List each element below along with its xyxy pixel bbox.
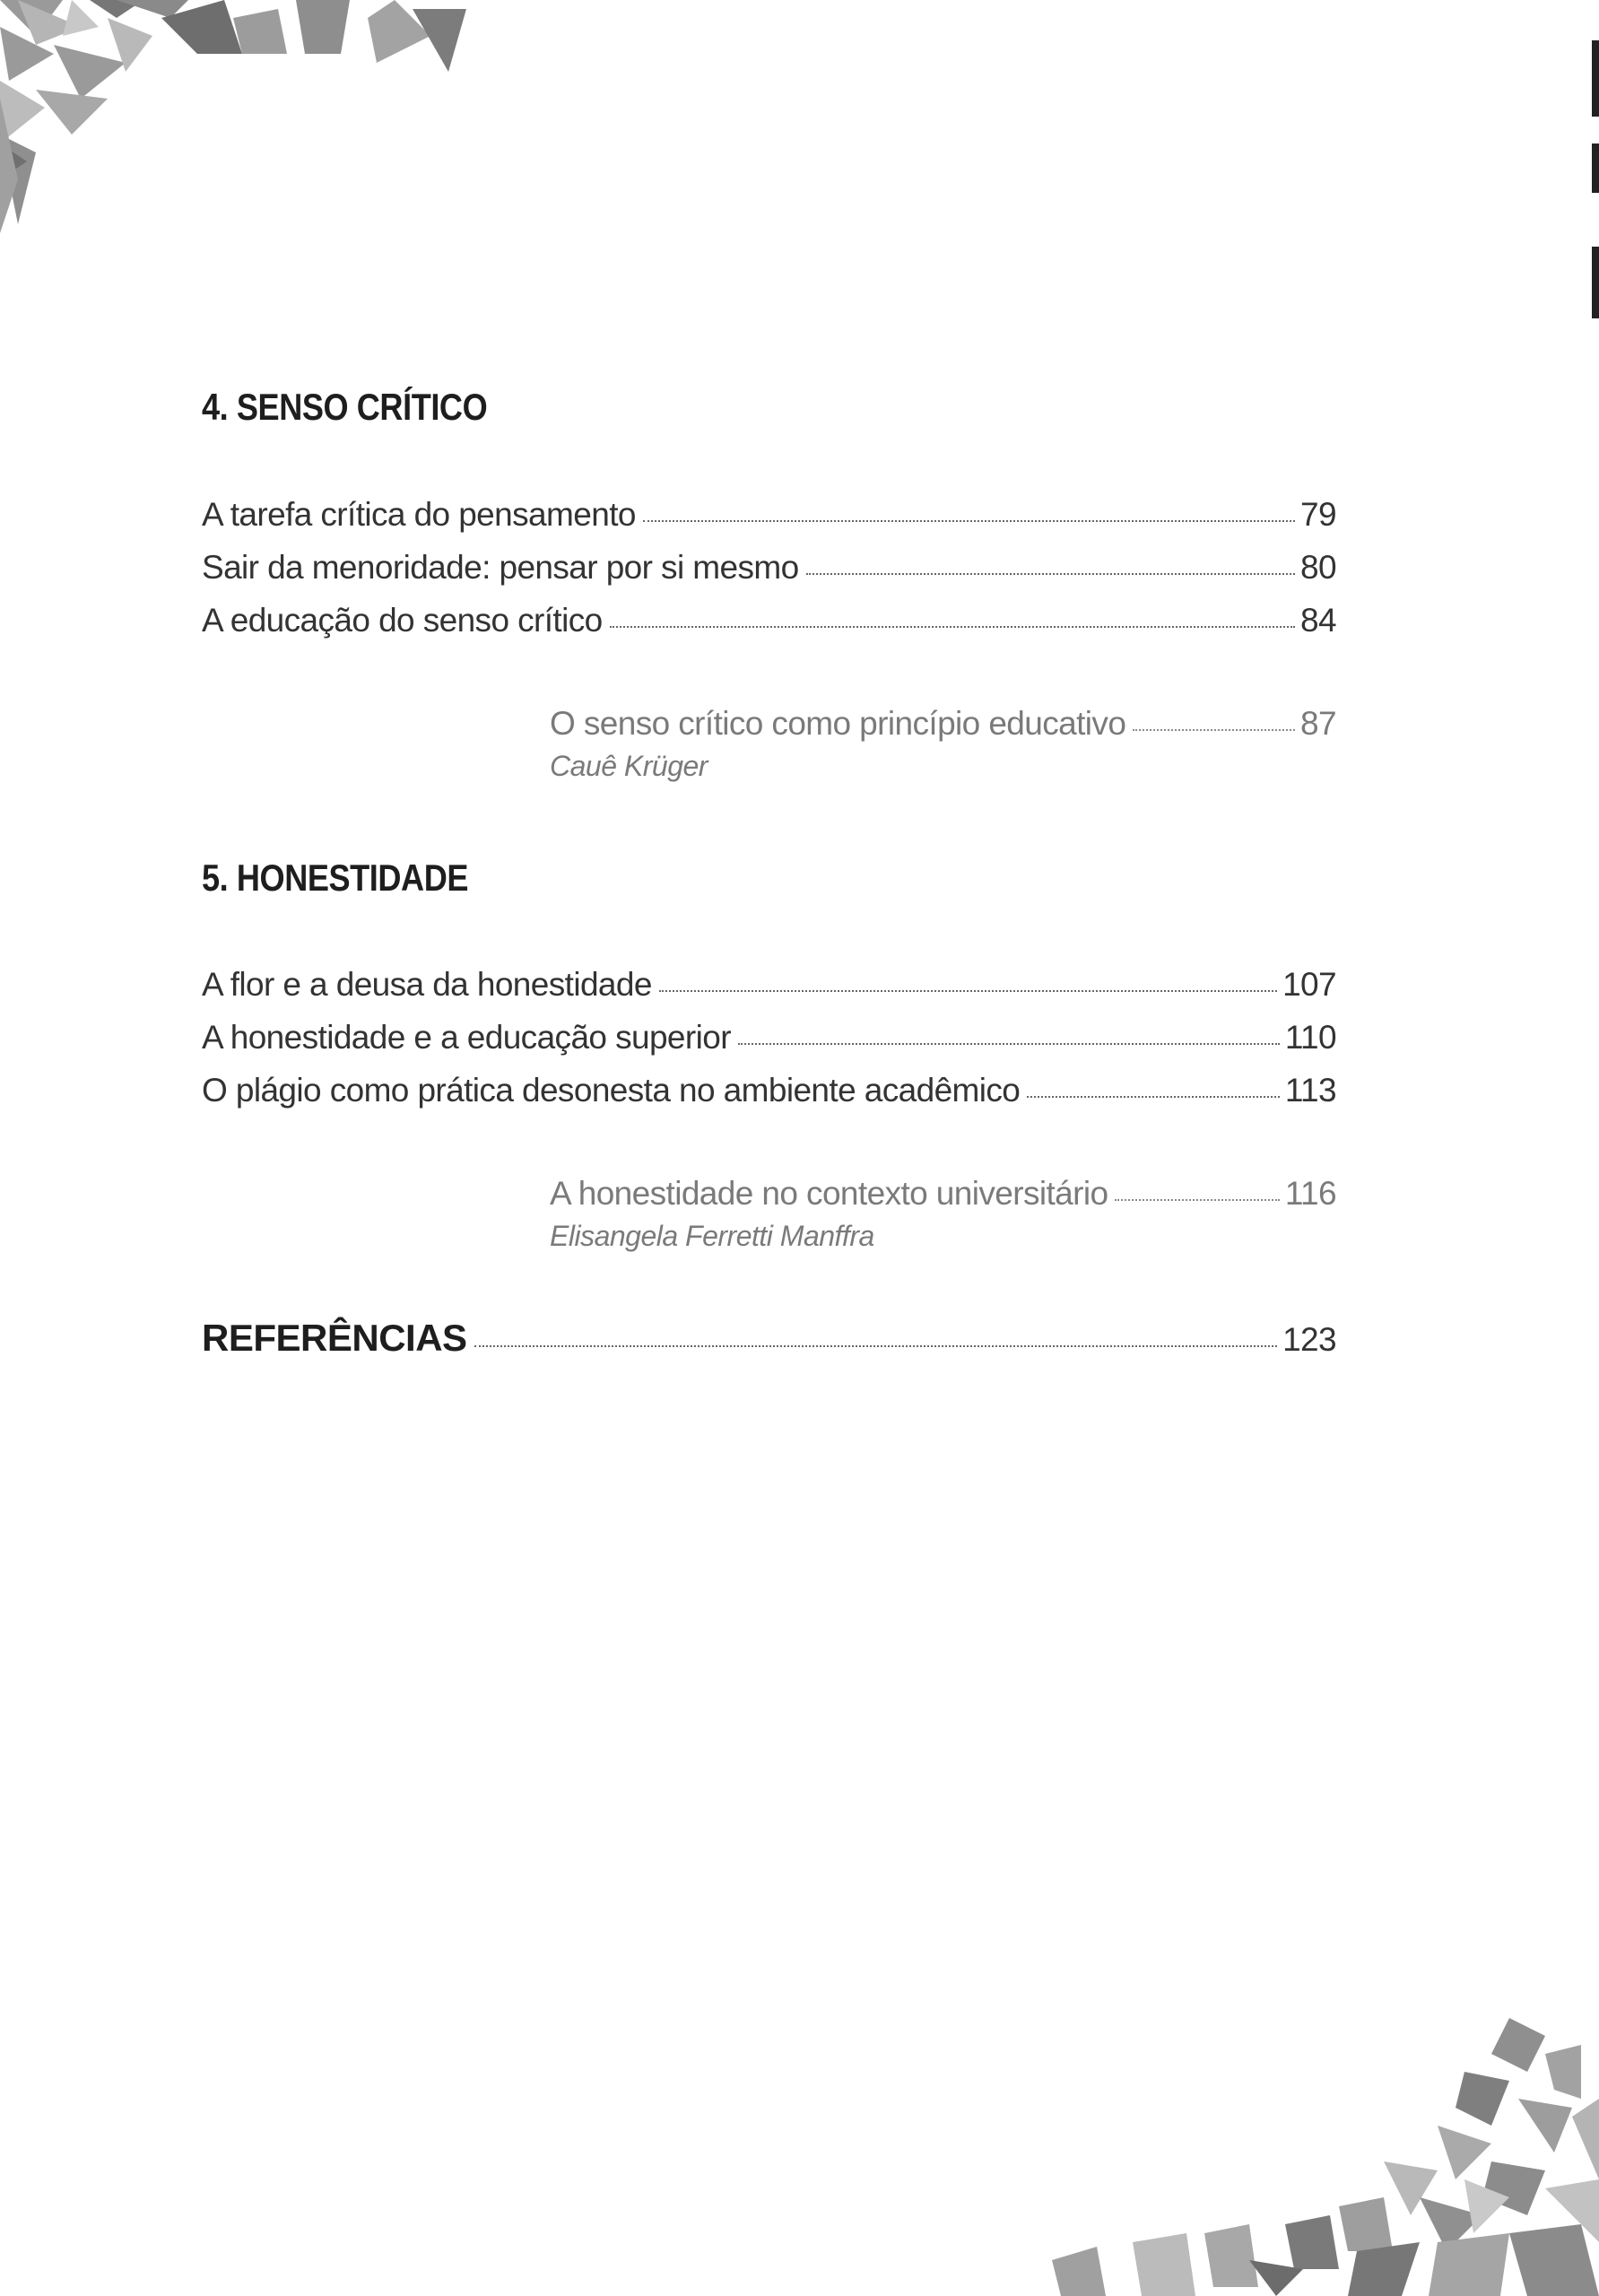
edge-marks: [1592, 40, 1599, 363]
toc-entry-title: Sair da menoridade: pensar por si mesmo: [202, 549, 799, 586]
contribution-author: Elisangela Ferretti Manffra: [550, 1220, 874, 1252]
toc-contribution-entry[interactable]: [550, 1175, 1336, 1213]
references-heading: REFERÊNCIAS: [202, 1317, 467, 1359]
toc-entry[interactable]: [202, 496, 1336, 534]
toc-entry-title: A honestidade no contexto universitário: [550, 1175, 1108, 1212]
toc-entry[interactable]: [202, 549, 1336, 587]
toc-entry-page: 123: [1282, 1321, 1336, 1358]
leader-dots: [806, 573, 1295, 575]
toc-entry[interactable]: [202, 602, 1336, 639]
toc-entry-title: O plágio como prática desonesta no ambiente acadêmico: [202, 1072, 1021, 1109]
toc-entry-page: 84: [1300, 602, 1336, 639]
section-heading: 5. HONESTIDADE: [202, 857, 469, 899]
toc-entry-title: A educação do senso crítico: [202, 602, 603, 639]
toc-entry[interactable]: [202, 1019, 1336, 1057]
section-heading: 4. SENSO CRÍTICO: [202, 386, 488, 428]
toc-entry-page: 107: [1282, 966, 1336, 1003]
toc-entry-page: 87: [1300, 705, 1336, 742]
toc-entry-page: 80: [1300, 549, 1336, 586]
leader-dots: [1027, 1096, 1280, 1098]
leader-dots: [643, 520, 1295, 522]
decorative-pattern-bottom-right: [1043, 2018, 1599, 2296]
toc-entry[interactable]: [202, 966, 1336, 1004]
toc-entry-page: 110: [1284, 1019, 1336, 1056]
leader-dots: [1115, 1199, 1279, 1201]
decorative-pattern-top-left: [0, 0, 502, 242]
toc-entry-page: 116: [1284, 1175, 1336, 1212]
toc-entry[interactable]: [202, 1072, 1336, 1109]
toc-references-entry[interactable]: [202, 1317, 1336, 1360]
toc-entry-page: 113: [1284, 1072, 1336, 1109]
toc-entry-page: 79: [1300, 496, 1336, 533]
leader-dots: [474, 1345, 1278, 1347]
leader-dots: [1133, 729, 1295, 731]
toc-entry-title: O senso crítico como princípio educativo: [550, 705, 1126, 742]
contribution-author: Cauê Krüger: [550, 750, 708, 782]
toc-contribution-entry[interactable]: [550, 705, 1336, 743]
toc-entry-title: A flor e a deusa da honestidade: [202, 966, 652, 1003]
leader-dots: [610, 626, 1295, 628]
toc-entry-title: A honestidade e a educação superior: [202, 1019, 731, 1056]
leader-dots: [738, 1043, 1280, 1045]
leader-dots: [659, 990, 1277, 992]
toc-entry-title: A tarefa crítica do pensamento: [202, 496, 636, 533]
